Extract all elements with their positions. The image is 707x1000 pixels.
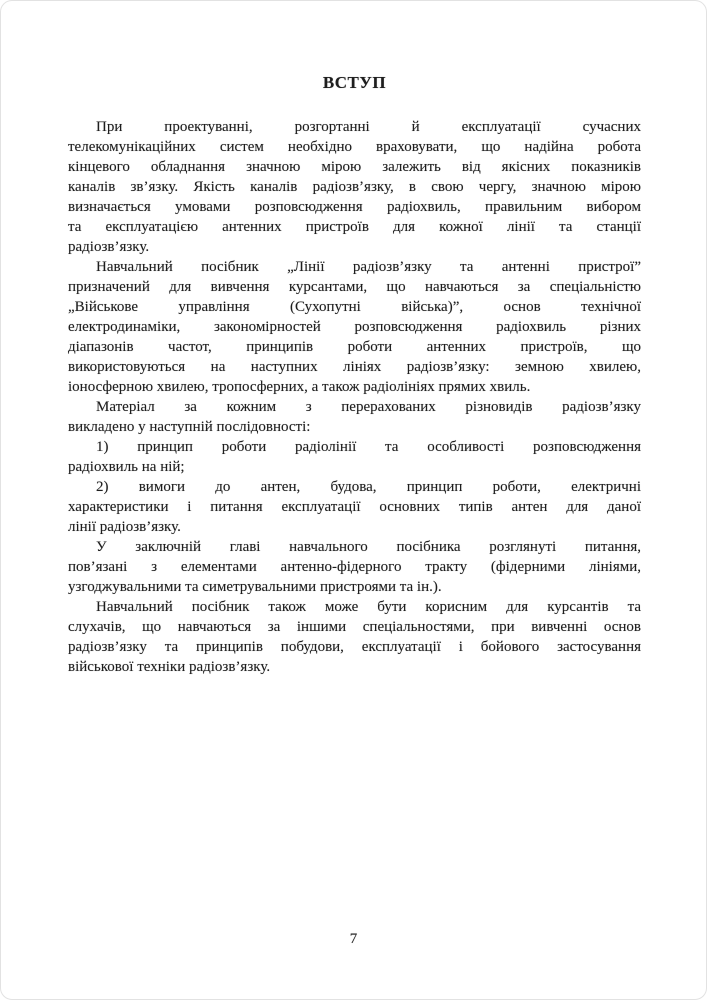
text-line: Навчальний посібник „Лінії радіозв’язку та антенні пристрої” xyxy=(96,259,641,275)
text-line: кінцевого обладнання значною мірою залежить від якісних показників xyxy=(68,159,641,175)
text-line: визначається умовами розповсюдження радіохвиль, правильним вибором xyxy=(68,199,641,215)
text-line: узгоджувальними та симетрувальними пристроями та ін.). xyxy=(68,579,442,595)
text-line: 1) принцип роботи радіолінії та особливості розповсюдження xyxy=(96,439,641,455)
text-line: радіохвиль на ній; xyxy=(68,459,185,475)
text-line: При проектуванні, розгортанні й експлуатації сучасних xyxy=(96,119,641,135)
text-line: діапазонів частот, принципів роботи антенних пристроїв, що xyxy=(68,339,641,355)
paragraph xyxy=(68,477,641,537)
text-line: викладено у наступній послідовності: xyxy=(68,419,311,435)
text-line: та експлуатацією антенних пристроїв для кожної лінії та станції xyxy=(68,219,641,235)
text-line: електродинаміки, закономірностей розповсюдження радіохвиль різних xyxy=(68,319,641,335)
page-number: 7 xyxy=(349,931,358,947)
text-line: Навчальний посібник також може бути корисним для курсантів та xyxy=(96,599,641,615)
paragraph xyxy=(68,257,641,397)
page-content xyxy=(68,73,641,677)
text-line: „Військове управління (Сухопутні війська)”, основ технічної xyxy=(68,299,641,315)
text-line: каналів зв’язку. Якість каналів радіозв’язку, в свою чергу, значною мірою xyxy=(68,179,641,195)
text-line: лінії радіозв’язку. xyxy=(68,519,181,535)
text-line: Матеріал за кожним з перерахованих різновидів радіозв’язку xyxy=(96,399,641,415)
paragraph xyxy=(68,597,641,677)
text-line: радіозв’язку та принципів побудови, експлуатації і бойового застосування xyxy=(68,639,641,655)
text-line: характеристики і питання експлуатації основних типів антен для даної xyxy=(68,499,641,515)
page-title: ВСТУП xyxy=(322,73,387,92)
text-line: слухачів, що навчаються за іншими спеціальностями, при вивченні основ xyxy=(68,619,641,635)
text-line: радіозв’язку. xyxy=(68,239,150,255)
paragraph xyxy=(68,537,641,597)
paragraph xyxy=(68,117,641,257)
paragraph xyxy=(68,437,641,477)
text-line: військової техніки радіозв’язку. xyxy=(68,659,271,675)
text-line: іоносферною хвилею, тропосферних, а також радіолініях прямих хвиль. xyxy=(68,379,531,395)
text-line: пов’язані з елементами антенно-фідерного тракту (фідерними лініями, xyxy=(68,559,641,575)
body-text xyxy=(68,117,641,677)
text-line: телекомунікаційних систем необхідно враховувати, що надійна робота xyxy=(68,139,641,155)
text-line: призначений для вивчення курсантами, що навчаються за спеціальністю xyxy=(68,279,641,295)
text-line: У заключній главі навчального посібника розглянуті питання, xyxy=(96,539,641,555)
text-line: використовуються на наступних лініях радіозв’язку: земною хвилею, xyxy=(68,359,641,375)
paragraph xyxy=(68,397,641,437)
text-line: 2) вимоги до антен, будова, принцип роботи, електричні xyxy=(96,479,641,495)
